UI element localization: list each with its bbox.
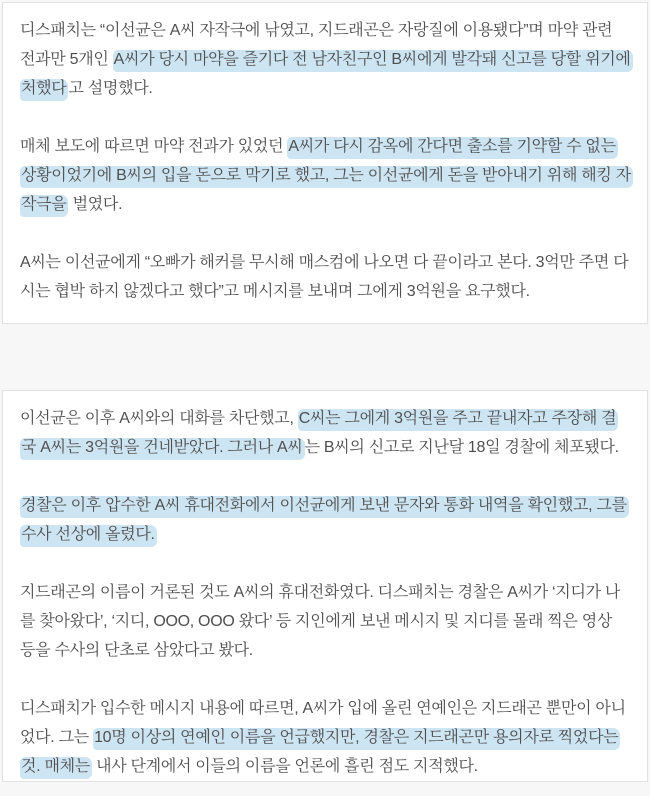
plain-text: 벌였다.: [68, 196, 123, 213]
article-block-2: [2, 390, 648, 782]
paragraph: [20, 404, 631, 462]
highlighted-text: 10명 이상의 연예인 이름을 언급했지만, 경찰은 지드래곤만 용의자로 찍었다는 것. 매체는: [20, 728, 620, 779]
highlighted-text: A씨가 다시 감옥에 간다면 출소를 기약할 수 없는 상황이었기에 B씨의 입을 돈으로 막기로 했고, 그는 이선균에게 돈을 받아내기 위해 해킹 자작극을: [20, 137, 633, 217]
paragraph: [20, 491, 631, 549]
paragraph: [20, 694, 631, 781]
plain-text: A씨는 이선균에게 “오빠가 해커를 무시해 매스컴에 나오면 다 끝이라고 본다. 3억만 주면 다시는 협박 하지 않겠다고 했다”고 메시지를 보내며 그에게 3억원을 요구했다.: [20, 254, 629, 300]
plain-text: 이선균은 이후 A씨와의 대화를 차단했고,: [20, 410, 298, 427]
paragraph: [20, 248, 631, 306]
paragraph: [20, 578, 631, 665]
plain-text: 내사 단계에서 이들의 이름을 언론에 흘린 점도 지적했다.: [91, 758, 478, 775]
plain-text: 는 B씨의 신고로 지난달 18일 경찰에 체포됐다.: [304, 439, 619, 456]
paragraph: [20, 16, 631, 103]
article-block-1: [2, 2, 648, 324]
highlighted-text: A씨가 당시 마약을 즐기다 전 남자친구인 B씨에게 발각돼 신고를 당할 위기에 처했다: [20, 50, 633, 101]
highlighted-text: C씨는 그에게 3억원을 주고 끝내자고 주장해 결국 A씨는 3억원을 건네받았다. 그러나 A씨: [20, 409, 618, 460]
article-page: [2, 2, 648, 782]
plain-text: 디스패치는 “이선균은 A씨 자작극에 낚였고, 지드래곤은 자랑질에 이용됐다”며 마약 관련 전과만 5개인: [20, 22, 613, 68]
highlighted-text: 경찰은 이후 압수한 A씨 휴대전화에서 이선균에게 보낸 문자와 통화 내역을 확인했고, 그를 수사 선상에 올렸다.: [20, 496, 629, 547]
plain-text: 고 설명했다.: [68, 80, 153, 97]
plain-text: 지드래곤의 이름이 거론된 것도 A씨의 휴대전화였다. 디스패치는 경찰은 A씨가 ‘지디가 나를 찾아왔다’, ‘지디, OOO, OOO 왔다’ 등 지인에게 보낸 메시지 및 지디를 몰래 찍은 영상 등을 수사의 단초로 삼았다고 봤다.: [20, 584, 621, 659]
plain-text: 디스패치가 입수한 메시지 내용에 따르면, A씨가 입에 올린 연예인은 지드래곤 뿐만이 아니었다. 그는: [20, 700, 626, 746]
paragraph: [20, 132, 631, 219]
plain-text: 매체 보도에 따르면 마약 전과가 있었던: [20, 138, 288, 155]
